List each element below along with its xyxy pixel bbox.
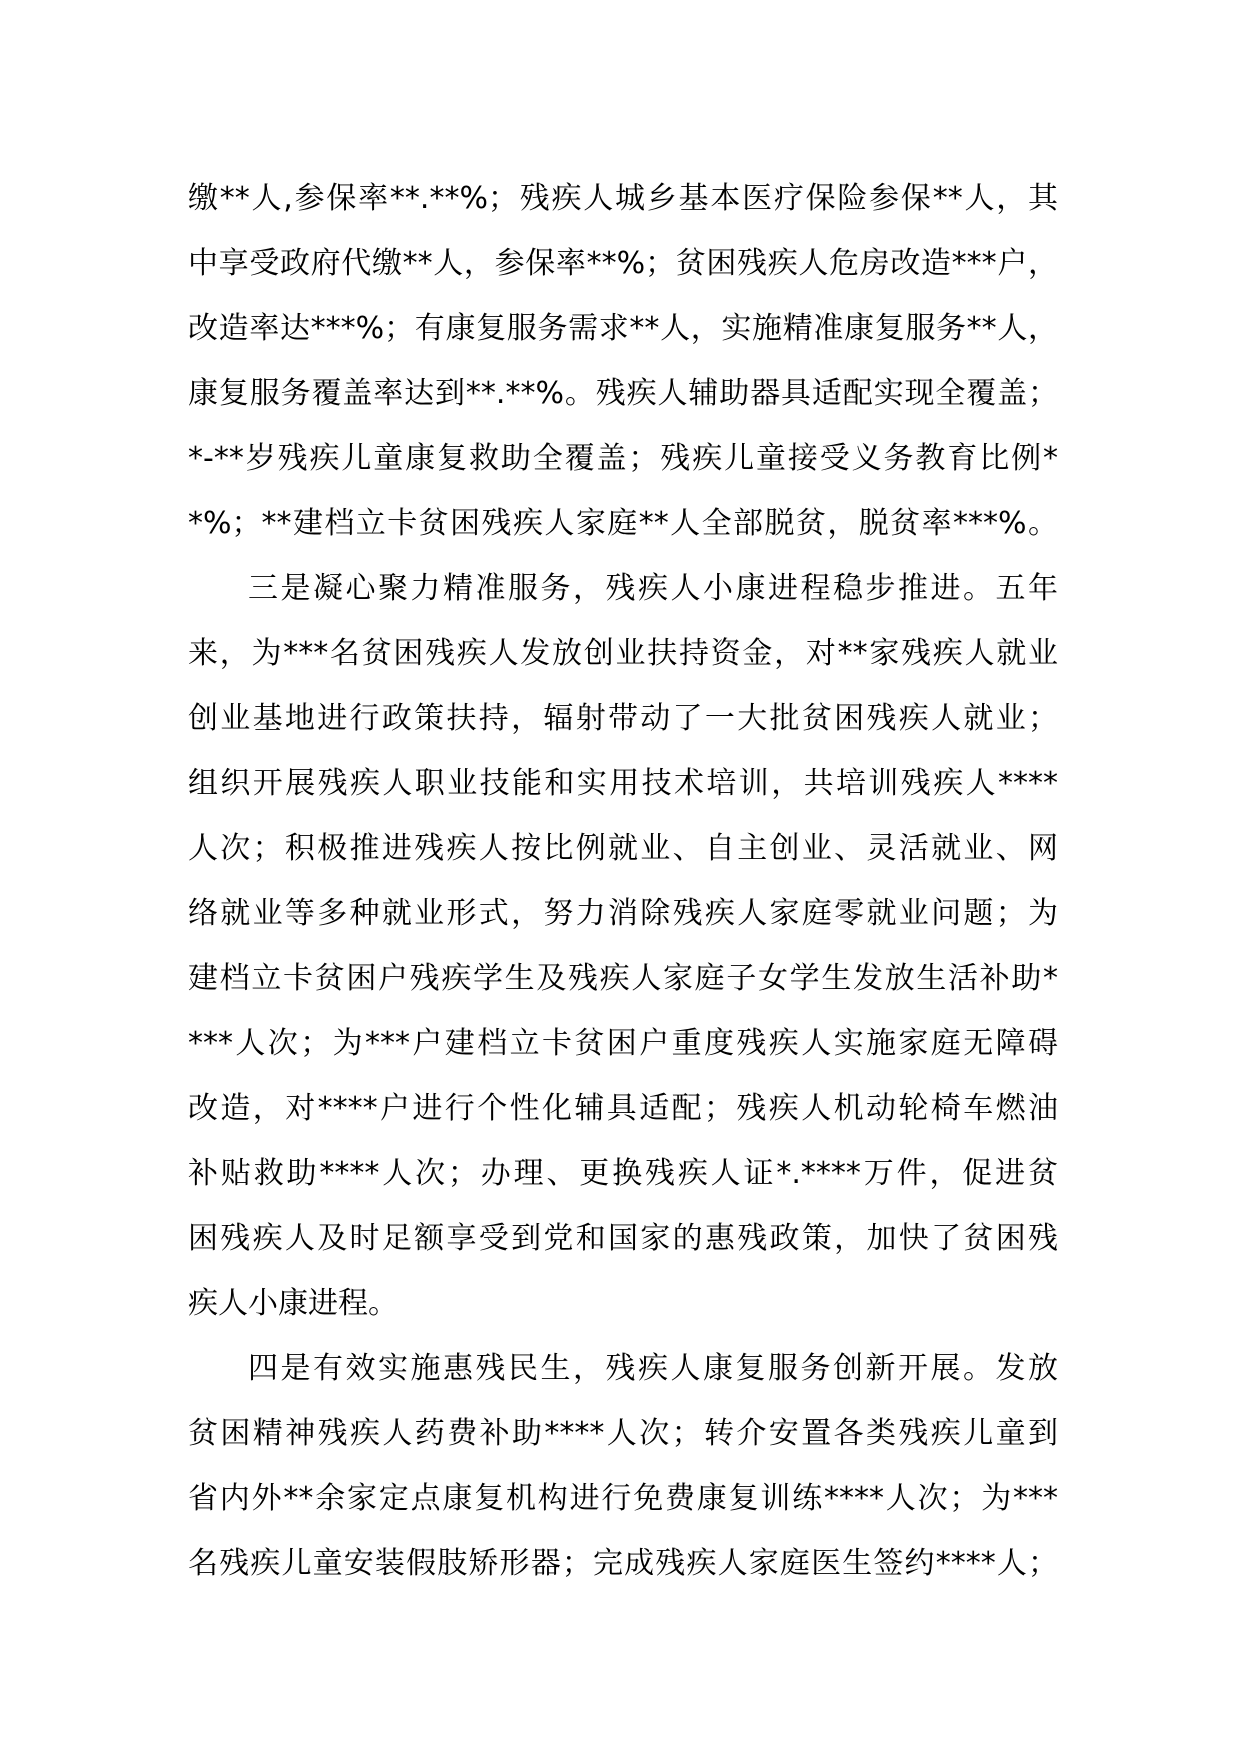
text-line: *-**岁残疾儿童康复救助全覆盖；残疾儿童接受义务教育比例*: [188, 441, 1058, 476]
text-line: 省内外**余家定点康复机构进行免费康复训练****人次；为***: [188, 1481, 1058, 1516]
text-line: 疾人小康进程。: [188, 1286, 398, 1321]
text-line: 缴**人,参保率**.**%；残疾人城乡基本医疗保险参保**人，其: [188, 181, 1058, 216]
text-line: 改造率达***%；有康复服务需求**人，实施精准康复服务**人，: [188, 311, 1058, 346]
text-line: 人次；积极推进残疾人按比例就业、自主创业、灵活就业、网: [188, 831, 1058, 866]
text-line: 康复服务覆盖率达到**.**%。残疾人辅助器具适配实现全覆盖；: [188, 376, 1058, 411]
text-line: 组织开展残疾人职业技能和实用技术培训，共培训残疾人****: [188, 766, 1058, 801]
text-line: 创业基地进行政策扶持，辐射带动了一大批贫困残疾人就业；: [188, 701, 1058, 736]
text-line: 困残疾人及时足额享受到党和国家的惠残政策，加快了贫困残: [188, 1221, 1058, 1256]
paragraph-heading-line: 三是凝心聚力精准服务，残疾人小康进程稳步推进。五年: [248, 571, 1058, 606]
text-line: 补贴救助****人次；办理、更换残疾人证*.****万件，促进贫: [188, 1156, 1058, 1191]
text-line: 建档立卡贫困户残疾学生及残疾人家庭子女学生发放生活补助*: [188, 961, 1058, 996]
text-line: ***人次；为***户建档立卡贫困户重度残疾人实施家庭无障碍: [188, 1026, 1058, 1061]
text-line: 改造，对****户进行个性化辅具适配；残疾人机动轮椅车燃油: [188, 1091, 1058, 1126]
text-line: 中享受政府代缴**人，参保率**%；贫困残疾人危房改造***户，: [188, 246, 1058, 281]
text-line: 贫困精神残疾人药费补助****人次；转介安置各类残疾儿童到: [188, 1416, 1058, 1451]
text-line: 络就业等多种就业形式，努力消除残疾人家庭零就业问题；为: [188, 896, 1058, 931]
paragraph-heading-line: 四是有效实施惠残民生，残疾人康复服务创新开展。发放: [248, 1351, 1058, 1386]
text-line: *%；**建档立卡贫困残疾人家庭**人全部脱贫，脱贫率***%。: [188, 506, 1058, 541]
text-line: 名残疾儿童安装假肢矫形器；完成残疾人家庭医生签约****人；: [188, 1546, 1058, 1581]
text-line: 来，为***名贫困残疾人发放创业扶持资金，对**家残疾人就业: [188, 636, 1058, 671]
body-text: [188, 166, 1058, 1596]
